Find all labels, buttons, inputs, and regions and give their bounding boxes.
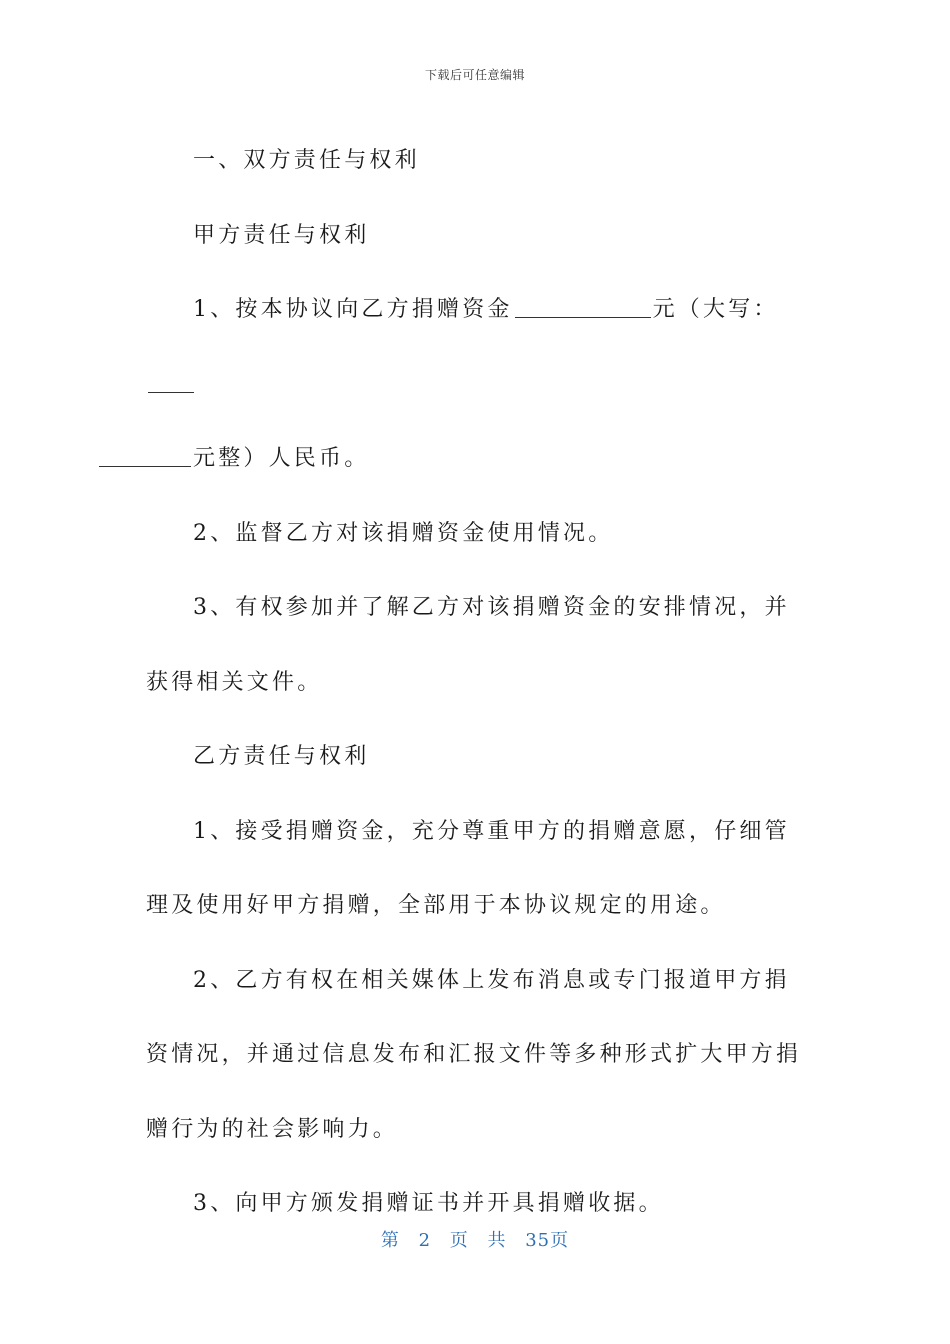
- party-a-item-1: [146, 273, 806, 497]
- party-a-item-1-mid: 元（大写：: [652, 297, 779, 322]
- footer-label-gong: 共: [487, 1230, 507, 1251]
- footer-label-di: 第: [380, 1230, 400, 1251]
- page-footer: [0, 1226, 950, 1252]
- amount-words-blank-1: [148, 370, 194, 393]
- footer-total-pages: 35页: [525, 1230, 570, 1251]
- party-a-item-1-prefix: 1、按本协议向乙方捐赠资金: [193, 297, 513, 322]
- party-a-item-3: 3、有权参加并了解乙方对该捐赠资金的安排情况，并获得相关文件。: [146, 595, 790, 695]
- party-a-heading: 甲方责任与权利: [193, 222, 370, 248]
- party-b-item-1: 1、接受捐赠资金，充分尊重甲方的捐赠意愿，仔细管理及使用好甲方捐赠，全部用于本协议规定的用途。: [146, 818, 790, 918]
- document-body: [146, 124, 806, 1242]
- footer-label-ye: 页: [449, 1230, 469, 1251]
- section-title: 一、双方责任与权利: [193, 148, 420, 173]
- party-b-item-2: 2、乙方有权在相关媒体上发布消息或专门报道甲方捐资情况，并通过信息发布和汇报文件等多种形式扩大甲方捐赠行为的社会影响力。: [146, 967, 802, 1142]
- amount-blank: [515, 295, 651, 318]
- footer-current-page: 2: [418, 1230, 432, 1251]
- party-b-heading: 乙方责任与权利: [193, 744, 370, 769]
- party-b-item-3: 3、向甲方颁发捐赠证书并开具捐赠收据。: [193, 1191, 664, 1216]
- party-a-item-2: 2、监督乙方对该捐赠资金使用情况。: [193, 520, 614, 546]
- page-header-note: 下载后可任意编辑: [424, 68, 525, 82]
- amount-words-blank-2: [99, 444, 191, 467]
- party-a-item-1-suffix: 元整）人民币。: [193, 446, 370, 471]
